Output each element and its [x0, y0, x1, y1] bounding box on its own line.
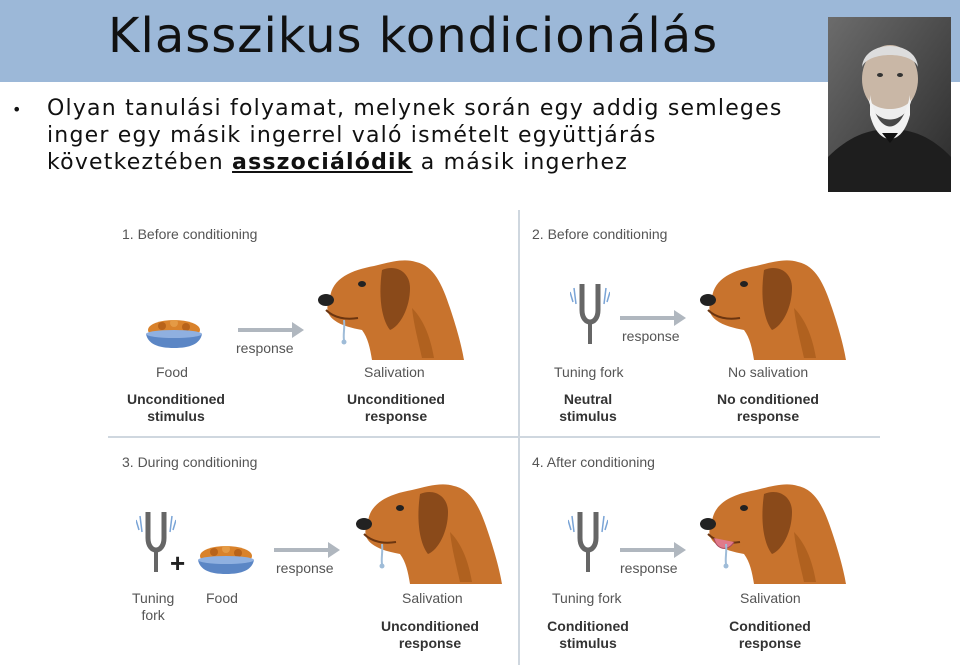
panel-title: 2. Before conditioning — [532, 226, 668, 242]
definition-line-3-post: a másik ingerhez — [412, 150, 628, 175]
page-title: Klasszikus kondicionálás — [108, 8, 719, 64]
conditioning-diagram — [100, 210, 880, 665]
stimulus-label: Tuning fork — [552, 590, 622, 606]
label-line: fork — [141, 607, 165, 623]
role-line: response — [398, 635, 462, 651]
role-line: Conditioned — [729, 618, 811, 634]
panel-title: 4. After conditioning — [532, 454, 655, 470]
role-line: Neutral — [563, 391, 613, 407]
response-label: No salivation — [728, 364, 809, 380]
panel-title: 1. Before conditioning — [122, 226, 258, 242]
bullet-marker: • — [12, 100, 22, 119]
response-role — [340, 391, 452, 425]
role-line: response — [364, 408, 428, 424]
arrow-icon — [274, 542, 342, 558]
panel-title: 3. During conditioning — [122, 454, 258, 470]
response-label: Salivation — [364, 364, 425, 380]
response-label: Salivation — [402, 590, 463, 606]
definition-text — [47, 95, 837, 176]
role-line: Unconditioned — [381, 618, 479, 634]
panel-before-conditioning-1 — [100, 210, 518, 436]
arrow-label: response — [236, 340, 294, 356]
dog-head-icon — [350, 472, 505, 587]
response-role — [706, 391, 830, 425]
role-line: stimulus — [147, 408, 205, 424]
arrow-icon — [620, 310, 688, 326]
arrow-icon — [620, 542, 688, 558]
label-line: Tuning — [132, 590, 175, 606]
role-line: response — [738, 635, 802, 651]
arrow-label: response — [276, 560, 334, 576]
tuning-fork-icon — [568, 512, 608, 574]
role-line: Unconditioned — [127, 391, 225, 407]
definition-line-3 — [47, 149, 837, 176]
role-line: Conditioned — [547, 618, 629, 634]
arrow-icon — [238, 322, 306, 338]
response-role — [374, 618, 486, 652]
panel-before-conditioning-2 — [520, 210, 880, 436]
role-line: No conditioned — [717, 391, 819, 407]
stimulus-label-food: Food — [206, 590, 238, 606]
food-bowl-icon — [196, 546, 256, 576]
stimulus-label: Tuning fork — [554, 364, 624, 380]
stimulus-label: Food — [156, 364, 188, 380]
role-line: Unconditioned — [347, 391, 445, 407]
tuning-fork-icon — [570, 284, 610, 346]
dog-head-icon — [694, 248, 849, 363]
role-line: stimulus — [559, 408, 617, 424]
definition-line-3-pre: következtében — [47, 150, 233, 175]
key-term: asszociálódik — [232, 150, 413, 175]
definition-line-2: inger egy másik ingerrel való ismételt együttjárás — [47, 123, 657, 148]
stimulus-role — [540, 391, 636, 425]
response-role — [718, 618, 822, 652]
panel-after-conditioning — [520, 438, 880, 665]
stimulus-label-fork — [132, 590, 174, 624]
role-line: response — [736, 408, 800, 424]
portrait-photo — [828, 17, 951, 192]
dog-head-icon — [694, 472, 849, 587]
arrow-label: response — [622, 328, 680, 344]
stimulus-role — [120, 391, 232, 425]
role-line: stimulus — [559, 635, 617, 651]
panel-during-conditioning — [100, 438, 518, 665]
plus-icon: + — [170, 548, 186, 578]
arrow-label: response — [620, 560, 678, 576]
stimulus-role — [536, 618, 640, 652]
food-bowl-icon — [144, 320, 204, 350]
definition-line-1: Olyan tanulási folyamat, melynek során egy addig semleges — [47, 96, 783, 121]
response-label: Salivation — [740, 590, 801, 606]
dog-head-icon — [312, 248, 467, 363]
